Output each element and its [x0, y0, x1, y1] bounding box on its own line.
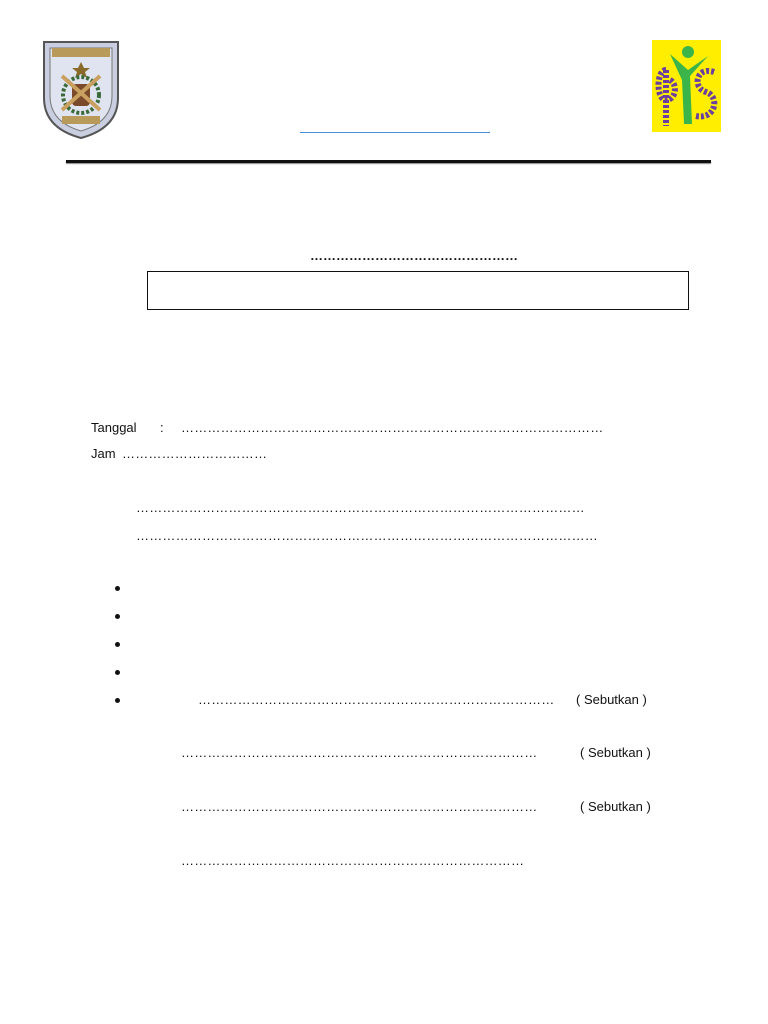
extra-line-field[interactable]: ………………………………………………………………………: [181, 799, 538, 814]
sebutkan-label: ( Sebutkan ): [576, 692, 647, 707]
bullet-item: [115, 586, 120, 591]
extra-line-field[interactable]: ……………………………………………………………………: [181, 853, 525, 868]
header-divider: [66, 160, 711, 163]
title-dots: …………………………………………: [310, 248, 518, 263]
tanggal-label: Tanggal: [91, 420, 137, 435]
jam-field[interactable]: ……………………………: [122, 446, 268, 461]
kabupaten-crest-icon: [42, 40, 120, 140]
sebutkan-label: ( Sebutkan ): [580, 799, 651, 814]
jam-label: Jam: [91, 446, 116, 461]
bullet-item: [115, 698, 120, 703]
bullet-item: [115, 614, 120, 619]
tanggal-colon: :: [160, 420, 164, 435]
bullet-item: [115, 670, 120, 675]
title-box: [147, 271, 689, 310]
paragraph-line[interactable]: …………………………………………………………………………………………: [136, 500, 585, 515]
paragraph-line[interactable]: ……………………………………………………………………………………………: [136, 528, 598, 543]
bullet-item: [115, 642, 120, 647]
sebutkan-label: ( Sebutkan ): [580, 745, 651, 760]
header-link-underline: [300, 132, 490, 133]
bullet-fill-field[interactable]: ………………………………………………………………………: [198, 692, 555, 707]
tanggal-field[interactable]: ……………………………………………………………………………………: [181, 420, 604, 435]
extra-line-field[interactable]: ………………………………………………………………………: [181, 745, 538, 760]
ps-logo-icon: [652, 40, 721, 132]
